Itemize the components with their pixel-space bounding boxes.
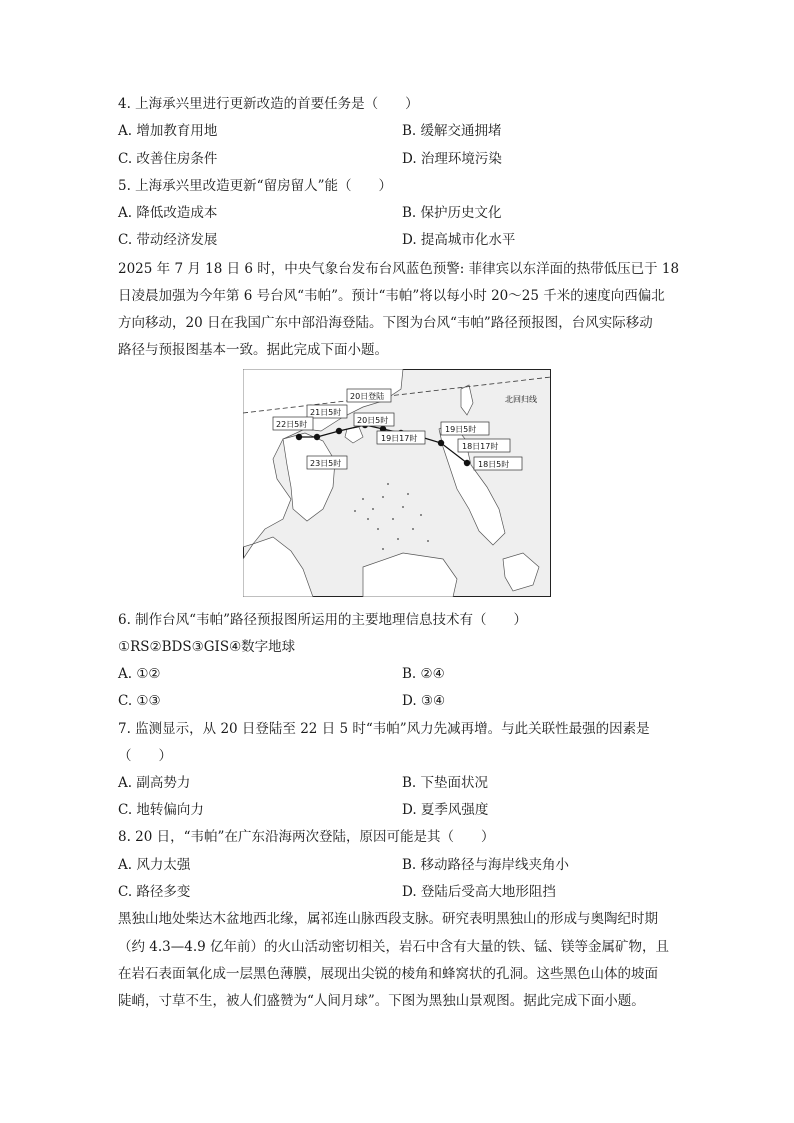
svg-text:20日5时: 20日5时	[357, 416, 389, 425]
svg-text:20日登陆: 20日登陆	[350, 392, 385, 401]
q5-option-d: D. 提高城市化水平	[402, 232, 516, 248]
passage2-line-3: 在岩石表面氧化成一层黑色薄膜，展现出尖锐的棱角和蜂窝状的孔洞。这些黑色山体的坡面	[118, 966, 658, 982]
passage1-line-1: 2025 年 7 月 18 日 6 时，中央气象台发布台风蓝色预警: 菲律宾以东洋面的热带低压已于 18	[118, 261, 680, 277]
q5-option-b: B. 保护历史文化	[402, 205, 502, 221]
typhoon-track-map	[243, 369, 551, 597]
svg-text:23日5时: 23日5时	[310, 459, 342, 468]
q7-option-b: B. 下垫面状况	[402, 775, 489, 791]
track-point-21-5	[336, 428, 342, 434]
q8-stem: 8. 20 日，“韦帕”在广东沿海两次登陆，原因可能是其（ ）	[118, 829, 495, 845]
label-23-5	[307, 456, 347, 469]
q7-option-c: C. 地转偏向力	[118, 802, 204, 818]
q7-stem: 7. 监测显示，从 20 日登陆至 22 日 5 时“韦帕”风力先减再增。与此关联性最强的因素是	[118, 721, 650, 737]
label-18-17	[458, 439, 510, 452]
track-point-18-5	[464, 460, 470, 466]
q8-option-c: C. 路径多变	[118, 884, 191, 900]
svg-text:19日5时: 19日5时	[445, 425, 477, 434]
q7-option-d: D. 夏季风强度	[402, 802, 489, 818]
svg-text:18日17时: 18日17时	[462, 442, 499, 451]
passage2-line-4: 陡峭，寸草不生，被人们盛赞为“人间月球”。下图为黑独山景观图。据此完成下面小题。	[118, 993, 645, 1009]
q6-option-b: B. ②④	[402, 666, 445, 682]
label-21-5	[307, 405, 347, 418]
q4-option-d: D. 治理环境污染	[402, 151, 502, 167]
q4-option-b: B. 缓解交通拥堵	[402, 123, 502, 139]
svg-text:19日17时: 19日17时	[381, 434, 418, 443]
passage1-line-3: 方向移动，20 日在我国广东中部沿海登陆。下图为台风“韦帕”路径预报图，台风实际移动	[118, 315, 653, 331]
q5-option-a: A. 降低改造成本	[118, 205, 218, 221]
track-point-23-5	[296, 434, 302, 440]
q6-option-d: D. ③④	[402, 693, 446, 709]
label-19-17	[377, 431, 425, 444]
q4-option-a: A. 增加教育用地	[118, 123, 218, 139]
q6-stem: 6. 制作台风“韦帕”路径预报图所运用的主要地理信息技术有（ ）	[118, 612, 527, 628]
label-22-5	[273, 417, 313, 430]
q7-option-a: A. 副高势力	[118, 775, 191, 791]
label-18-5	[474, 457, 522, 470]
track-point-22-5	[314, 434, 320, 440]
q8-option-d: D. 登陆后受高大地形阻挡	[402, 884, 556, 900]
q6-option-a: A. ①②	[118, 666, 161, 682]
svg-text:18日5时: 18日5时	[478, 460, 510, 469]
q5-stem: 5. 上海承兴里改造更新“留房留人”能（ ）	[118, 178, 392, 194]
tropic-label: 北回归线	[505, 395, 537, 404]
passage2-line-1: 黑独山地处柴达木盆地西北缘，属祁连山脉西段支脉。研究表明黑独山的形成与奥陶纪时期	[118, 911, 658, 927]
svg-text:22日5时: 22日5时	[276, 420, 308, 429]
q5-option-c: C. 带动经济发展	[118, 232, 218, 248]
q4-option-c: C. 改善住房条件	[118, 151, 218, 167]
q6-sub: ①RS②BDS③GIS④数字地球	[118, 639, 296, 655]
label-19-5	[441, 422, 489, 435]
passage2-line-2: （约 4.3—4.9 亿年前）的火山活动密切相关，岩石中含有大量的铁、锰、镁等金属矿物，且	[118, 939, 670, 955]
passage1-line-4: 路径与预报图基本一致。据此完成下面小题。	[118, 342, 388, 358]
label-20-landfall	[347, 389, 391, 402]
label-20-5	[354, 413, 394, 426]
q8-option-a: A. 风力太强	[118, 857, 191, 873]
q8-option-b: B. 移动路径与海岸线夹角小	[402, 857, 570, 873]
q6-option-c: C. ①③	[118, 693, 161, 709]
q4-stem: 4. 上海承兴里进行更新改造的首要任务是（ ）	[118, 96, 419, 112]
q7-stem-2: （ ）	[118, 748, 172, 764]
passage1-line-2: 日凌晨加强为今年第 6 号台风“韦帕”。预计“韦帕”将以每小时 20～25 千米的速度向西偏北	[118, 288, 665, 304]
svg-text:21日5时: 21日5时	[310, 408, 342, 417]
track-point-18-17	[438, 440, 444, 446]
